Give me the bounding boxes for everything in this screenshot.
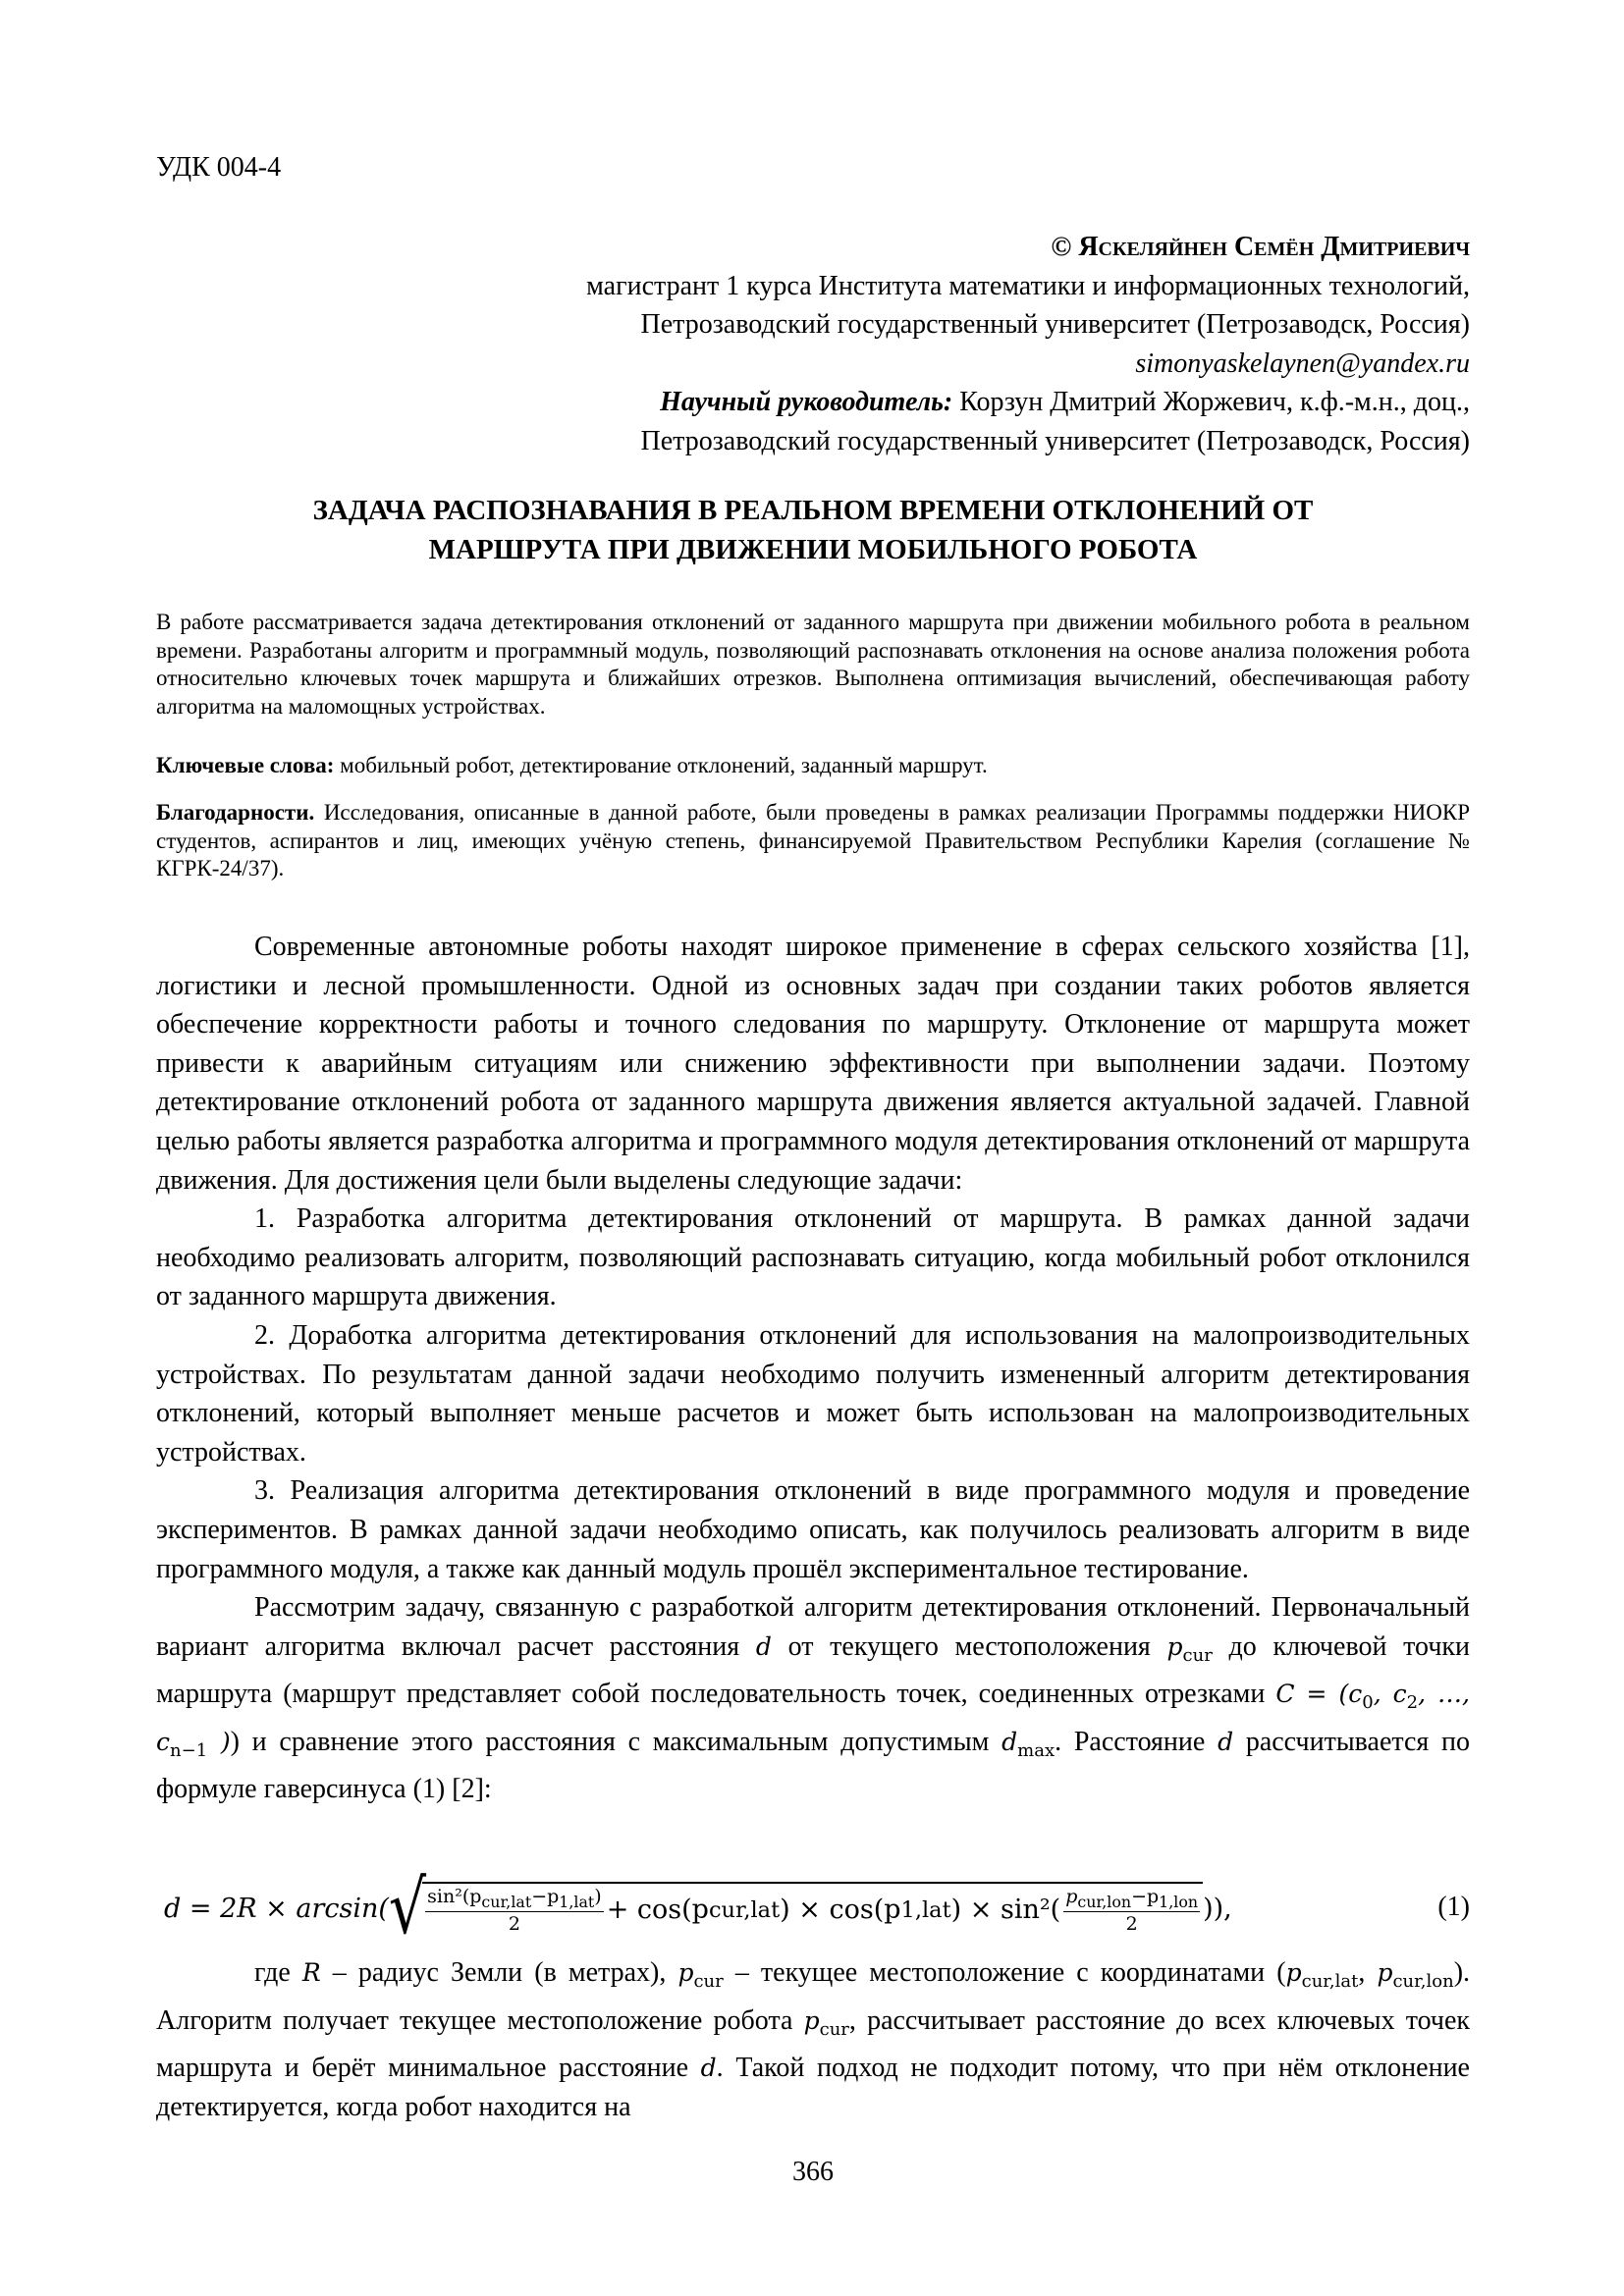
text-run: + cos(p (606, 1895, 709, 1926)
text-run: ) (594, 1886, 602, 1908)
text-run: −p (531, 1886, 560, 1908)
text-run: . Такой подход не подходит потому, что при нём отклонение детектируется, когда робот находится на (156, 2053, 1470, 2122)
var-p-cur (677, 1958, 724, 1992)
var-p: p (1377, 1958, 1393, 1987)
var-p: p (803, 2005, 820, 2035)
keywords (156, 752, 1470, 780)
subscript: cur,lat (708, 1896, 781, 1923)
text-run: Рассмотрим задачу, связанную с разработкой алгоритм детектирования отклонений. Первоначальный вариант алгоритма включал расчет расстояния (156, 1592, 1470, 1662)
title-line-2: МАРШРУТА ПРИ ДВИЖЕНИИ МОБИЛЬНОГО РОБОТА (428, 534, 1198, 565)
title-line-1: ЗАДАЧА РАСПОЗНАВАНИЯ В РЕАЛЬНОМ ВРЕМЕНИ ОТКЛОНЕНИЙ ОТ (312, 495, 1314, 526)
set-part: C = (c (1275, 1680, 1363, 1709)
var-p-cur-lon (1377, 1958, 1454, 1992)
equation-number: (1) (1437, 1892, 1470, 1922)
fraction-1 (425, 1886, 604, 1935)
keywords-label: Ключевые слова: (156, 753, 335, 777)
subscript: 2 (1406, 1692, 1419, 1714)
fraction-1-denominator: 2 (508, 1912, 520, 1935)
subscript: 1,lat (900, 1896, 951, 1923)
abstract-text: В работе рассматривается задача детектирования отклонений от заданного маршрута при движении мобильного робота в реальном времени. Разработаны алгоритм и программный модуль, позволяющий распознавать отклонения на основе анализа положения робота относительно ключевых точек маршрута и ближайших отрезков. Выполнена оптимизация вычислений, обеспечивающая работу алгоритма на маломощных устройствах. (156, 610, 1470, 719)
equation-1 (156, 1865, 1470, 1951)
keywords-text: мобильный робот, детектирование отклонений, заданный маршрут. (334, 753, 988, 777)
var-d: d (700, 2054, 717, 2083)
text-run: рассчитывается по формуле гаверсинуса (1) [2]: (156, 1726, 1470, 1805)
subscript: 0 (1362, 1692, 1374, 1714)
udk-code: УДК 004-4 (156, 152, 282, 183)
var-p-cur (1166, 1631, 1213, 1666)
var-p: p (1285, 1958, 1302, 1987)
fraction-2-numerator (1063, 1886, 1200, 1912)
subscript: 1,lon (1159, 1892, 1199, 1911)
task-1: 1. Разработка алгоритма детектирования отклонений от маршрута. В рамках данной задачи необходимо реализовать алгоритм, позволяющий распознавать ситуацию, когда мобильный робот отклонился от заданного маршрута движения. (156, 1203, 1470, 1312)
var-d: d (1001, 1727, 1018, 1756)
set-part: , …, c (156, 1680, 1470, 1756)
var-R: R (301, 1958, 321, 1987)
formula-end: )), (1203, 1893, 1232, 1924)
var-p: p (677, 1958, 694, 1987)
text-run: . Расстояние (1055, 1726, 1218, 1757)
radical-sign-icon: √ (388, 1865, 427, 1951)
acknowledgements (156, 799, 1470, 883)
abstract (156, 609, 1470, 721)
author-name: © Яскеляйнен Семён Дмитриевич (1051, 232, 1470, 262)
subscript: cur,lat (481, 1892, 532, 1911)
advisor-label: Научный руководитель: (660, 387, 953, 417)
body-text-continued (156, 1953, 1470, 2126)
text-run: – текущее местоположение с координатами ( (723, 1957, 1286, 1988)
subscript: max (1017, 1739, 1056, 1761)
var-d: d (1218, 1727, 1234, 1756)
subscript: cur (1182, 1644, 1213, 1666)
intro-paragraph: Современные автономные роботы находят широкое применение в сферах сельского хозяйства [1], логистики и лесной промышленности. Одной из основных задач при создании таких роботов является обеспечение корректности работы и точного следования по маршруту. Отклонение от маршрута может привести к аварийным ситуациям или снижению эффективности при выполнении задачи. Поэтому детектирование отклонений робота от заданного маршрута движения является актуальной задачей. Главной целью работы является разработка алгоритма и программного модуля детектирования отклонений от маршрута движения. Для достижения цели были выделены следующие задачи: (156, 932, 1470, 1196)
var-p-cur (803, 2005, 849, 2040)
method-paragraph (156, 1588, 1470, 1809)
haversine-formula (164, 1865, 1232, 1951)
author-block (586, 228, 1470, 460)
text-run: ). Алгоритм получает текущее местоположение робота (156, 1957, 1471, 2036)
formula-explanation-paragraph (156, 1953, 1470, 2126)
subscript: 1,lat (559, 1892, 595, 1911)
paper-title (156, 491, 1470, 569)
subscript: n−1 (170, 1739, 208, 1761)
text-run: p (1065, 1886, 1078, 1908)
acknowledgements-text: Исследования, описанные в данной работе, были проведены в рамках реализации Программы поддержки НИОКР студентов, аспирантов и лиц, имеющих учёную степень, финансируемой Правительством Республики Карелия (соглашение № КГРК-24/37). (156, 800, 1470, 881)
square-root (388, 1865, 1203, 1951)
radicand (422, 1882, 1203, 1935)
author-affiliation: Петрозаводский государственный университет (Петрозаводск, Россия) (640, 309, 1470, 340)
set-part: ) (207, 1727, 231, 1756)
fraction-1-numerator (425, 1886, 604, 1912)
fraction-2 (1063, 1886, 1200, 1935)
text-run: , (1358, 1957, 1378, 1988)
text-run: , рассчитывает расстояние до всех ключевых точек маршрута и берёт минимальное расстояние (156, 2004, 1471, 2084)
var-p: p (1166, 1631, 1183, 1661)
author-position: магистрант 1 курса Института математики и информационных технологий, (586, 270, 1470, 301)
subscript: cur,lon (1392, 1971, 1454, 1992)
advisor-name: Корзун Дмитрий Жоржевич, к.ф.-м.н., доц., (952, 387, 1470, 417)
text-run: ) × sin²( (950, 1895, 1061, 1926)
text-run: где (254, 1957, 302, 1988)
var-p-cur-lat (1285, 1958, 1359, 1992)
subscript: cur (819, 2018, 849, 2040)
text-run: – радиус Земли (в метрах), (320, 1957, 678, 1988)
author-email[interactable]: simonyaskelaynen@yandex.ru (1135, 347, 1470, 379)
var-d: d (755, 1631, 772, 1661)
text-run: ) и сравнение этого расстояния с максимальным допустимым (230, 1726, 1002, 1757)
subscript: cur (693, 1971, 724, 1992)
text-run: до ключевой точки маршрута (маршрут представляет собой последовательность точек, соединенных отрезками (156, 1630, 1470, 1710)
subscript: cur,lat (1301, 1971, 1359, 1992)
acknowledgements-label: Благодарности. (156, 800, 315, 825)
fraction-2-denominator: 2 (1125, 1912, 1138, 1935)
set-part: , c (1373, 1680, 1407, 1709)
text-run: −p (1131, 1886, 1160, 1908)
text-run: ) × cos(p (780, 1895, 901, 1926)
advisor-line (586, 383, 1470, 422)
task-3: 3. Реализация алгоритма детектирования отклонений в виде программного модуля и проведение экспериментов. В рамках данной задачи необходимо описать, как получилось реализовать алгоритм в виде программного модуля, а также как данный модуль прошёл экспериментальное тестирование. (156, 1475, 1470, 1584)
var-d-max (1001, 1727, 1056, 1761)
body-text (156, 928, 1470, 1809)
subscript: cur,lon (1077, 1892, 1132, 1911)
formula-lhs: d = 2R × arcsin( (164, 1893, 389, 1924)
page-number: 366 (792, 2157, 834, 2187)
task-2: 2. Доработка алгоритма детектирования отклонений для использования на малопроизводительных устройствах. По результатам данной задачи необходимо получить измененный алгоритм детектирования отклонений, который выполняет меньше расчетов и может быть использован на малопроизводительных устройствах. (156, 1319, 1470, 1468)
advisor-affiliation: Петрозаводский государственный университет (Петрозаводск, Россия) (640, 425, 1470, 456)
text-run: от текущего местоположения (771, 1630, 1167, 1662)
text-run: sin²(p (427, 1886, 482, 1908)
